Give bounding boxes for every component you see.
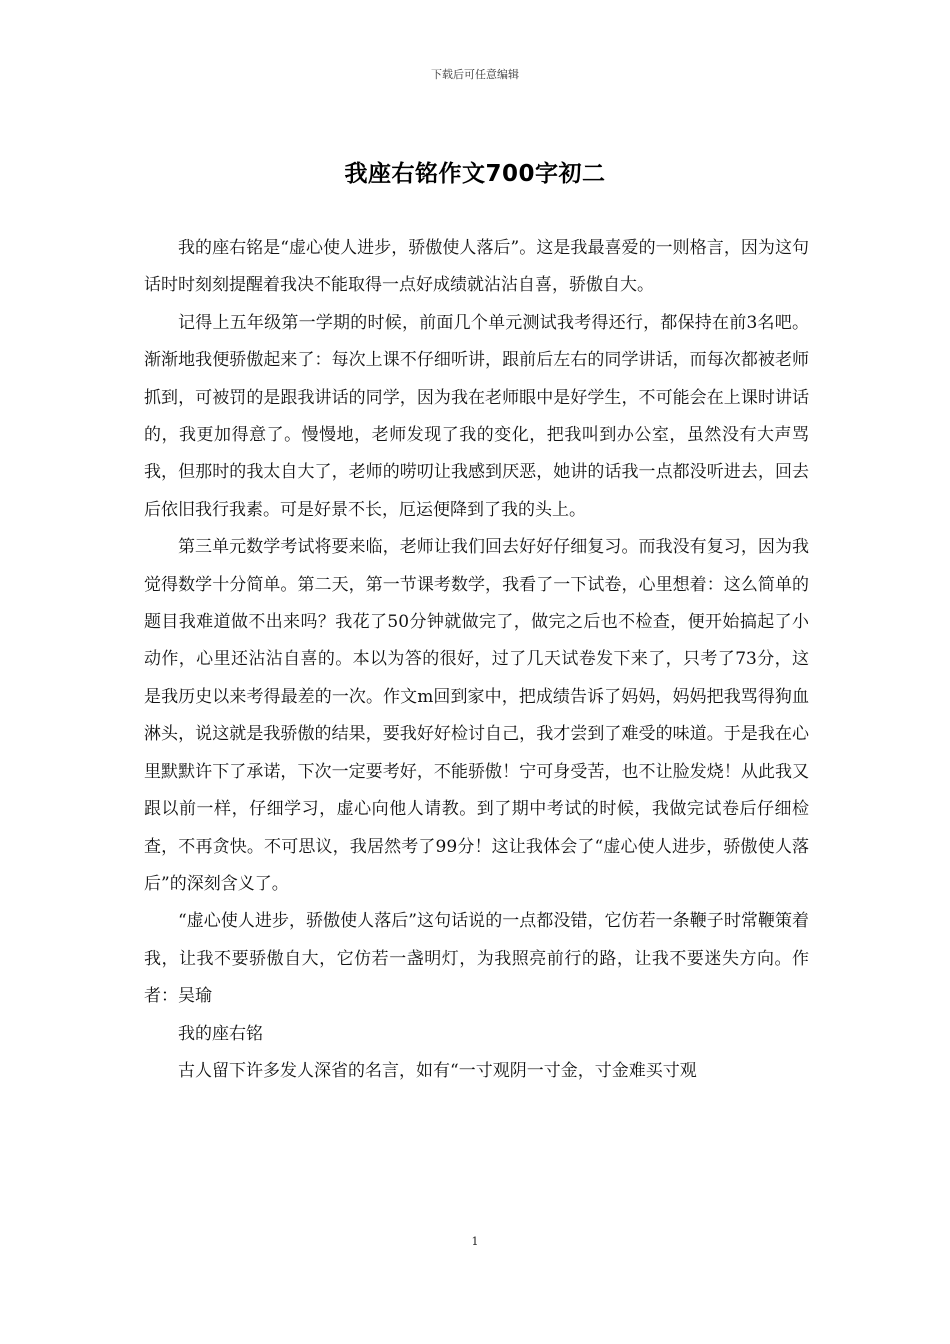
section-heading: 我的座右铭 [178, 1023, 263, 1044]
page-header-note: 下载后可任意编辑 [431, 68, 519, 81]
document-title: 我座右铭作文700字初二 [344, 161, 606, 187]
paragraph-1: 我的座右铭是“虚心使人进步，骄傲使人落后”。这是我最喜爱的一则格言，因为这句话时时刻刻提醒着我决不能取得一点好成绩就沾沾自喜，骄傲自大。 [144, 238, 809, 296]
document-body [144, 230, 809, 1090]
paragraph-2: 记得上五年级第一学期的时候，前面几个单元测试我考得还行，都保持在前3名吧。渐渐地我便骄傲起来了：每次上课不仔细听讲，跟前后左右的同学讲话，而每次都被老师抓到，可被罚的是跟我讲话的同学，因为我在老师眼中是好学生，不可能会在上课时讲话的，我更加得意了。慢慢地，老师发现了我的变化，把我叫到办公室，虽然没有大声骂我，但那时的我太自大了，老师的唠叨让我感到厌恶，她讲的话我一点都没听进去，回去后依旧我行我素。可是好景不长，厄运便降到了我的头上。 [144, 312, 809, 520]
paragraph-5: 古人留下许多发人深省的名言，如有“一寸观阴一寸金，寸金难买寸观 [178, 1060, 697, 1081]
paragraph-3: 第三单元数学考试将要来临，老师让我们回去好好仔细复习。而我没有复习，因为我觉得数学十分简单。第二天，第一节课考数学，我看了一下试卷，心里想着：这么简单的题目我难道做不出来吗？我花了50分钟就做完了，做完之后也不检查，便开始搞起了小动作，心里还沾沾自喜的。本以为答的很好，过了几天试卷发下来了，只考了73分，这是我历史以来考得最差的一次。作文m回到家中，把成绩告诉了妈妈，妈妈把我骂得狗血淋头，说这就是我骄傲的结果，要我好好检讨自己，我才尝到了难受的味道。于是我在心里默默许下了承诺，下次一定要考好，不能骄傲！宁可身受苦，也不让脸发烧！从此我又跟以前一样，仔细学习，虚心向他人请教。到了期中考试的时候，我做完试卷后仔细检查，不再贪快。不可思议，我居然考了99分！这让我体会了“虚心使人进步，骄傲使人落后”的深刻含义了。 [144, 537, 809, 894]
paragraph-4: “虚心使人进步，骄傲使人落后”这句话说的一点都没错，它仿若一条鞭子时常鞭策着我，让我不要骄傲自大，它仿若一盏明灯，为我照亮前行的路，让我不要迷失方向。作者：吴瑜 [144, 911, 809, 1007]
page-number: 1 [471, 1235, 479, 1248]
